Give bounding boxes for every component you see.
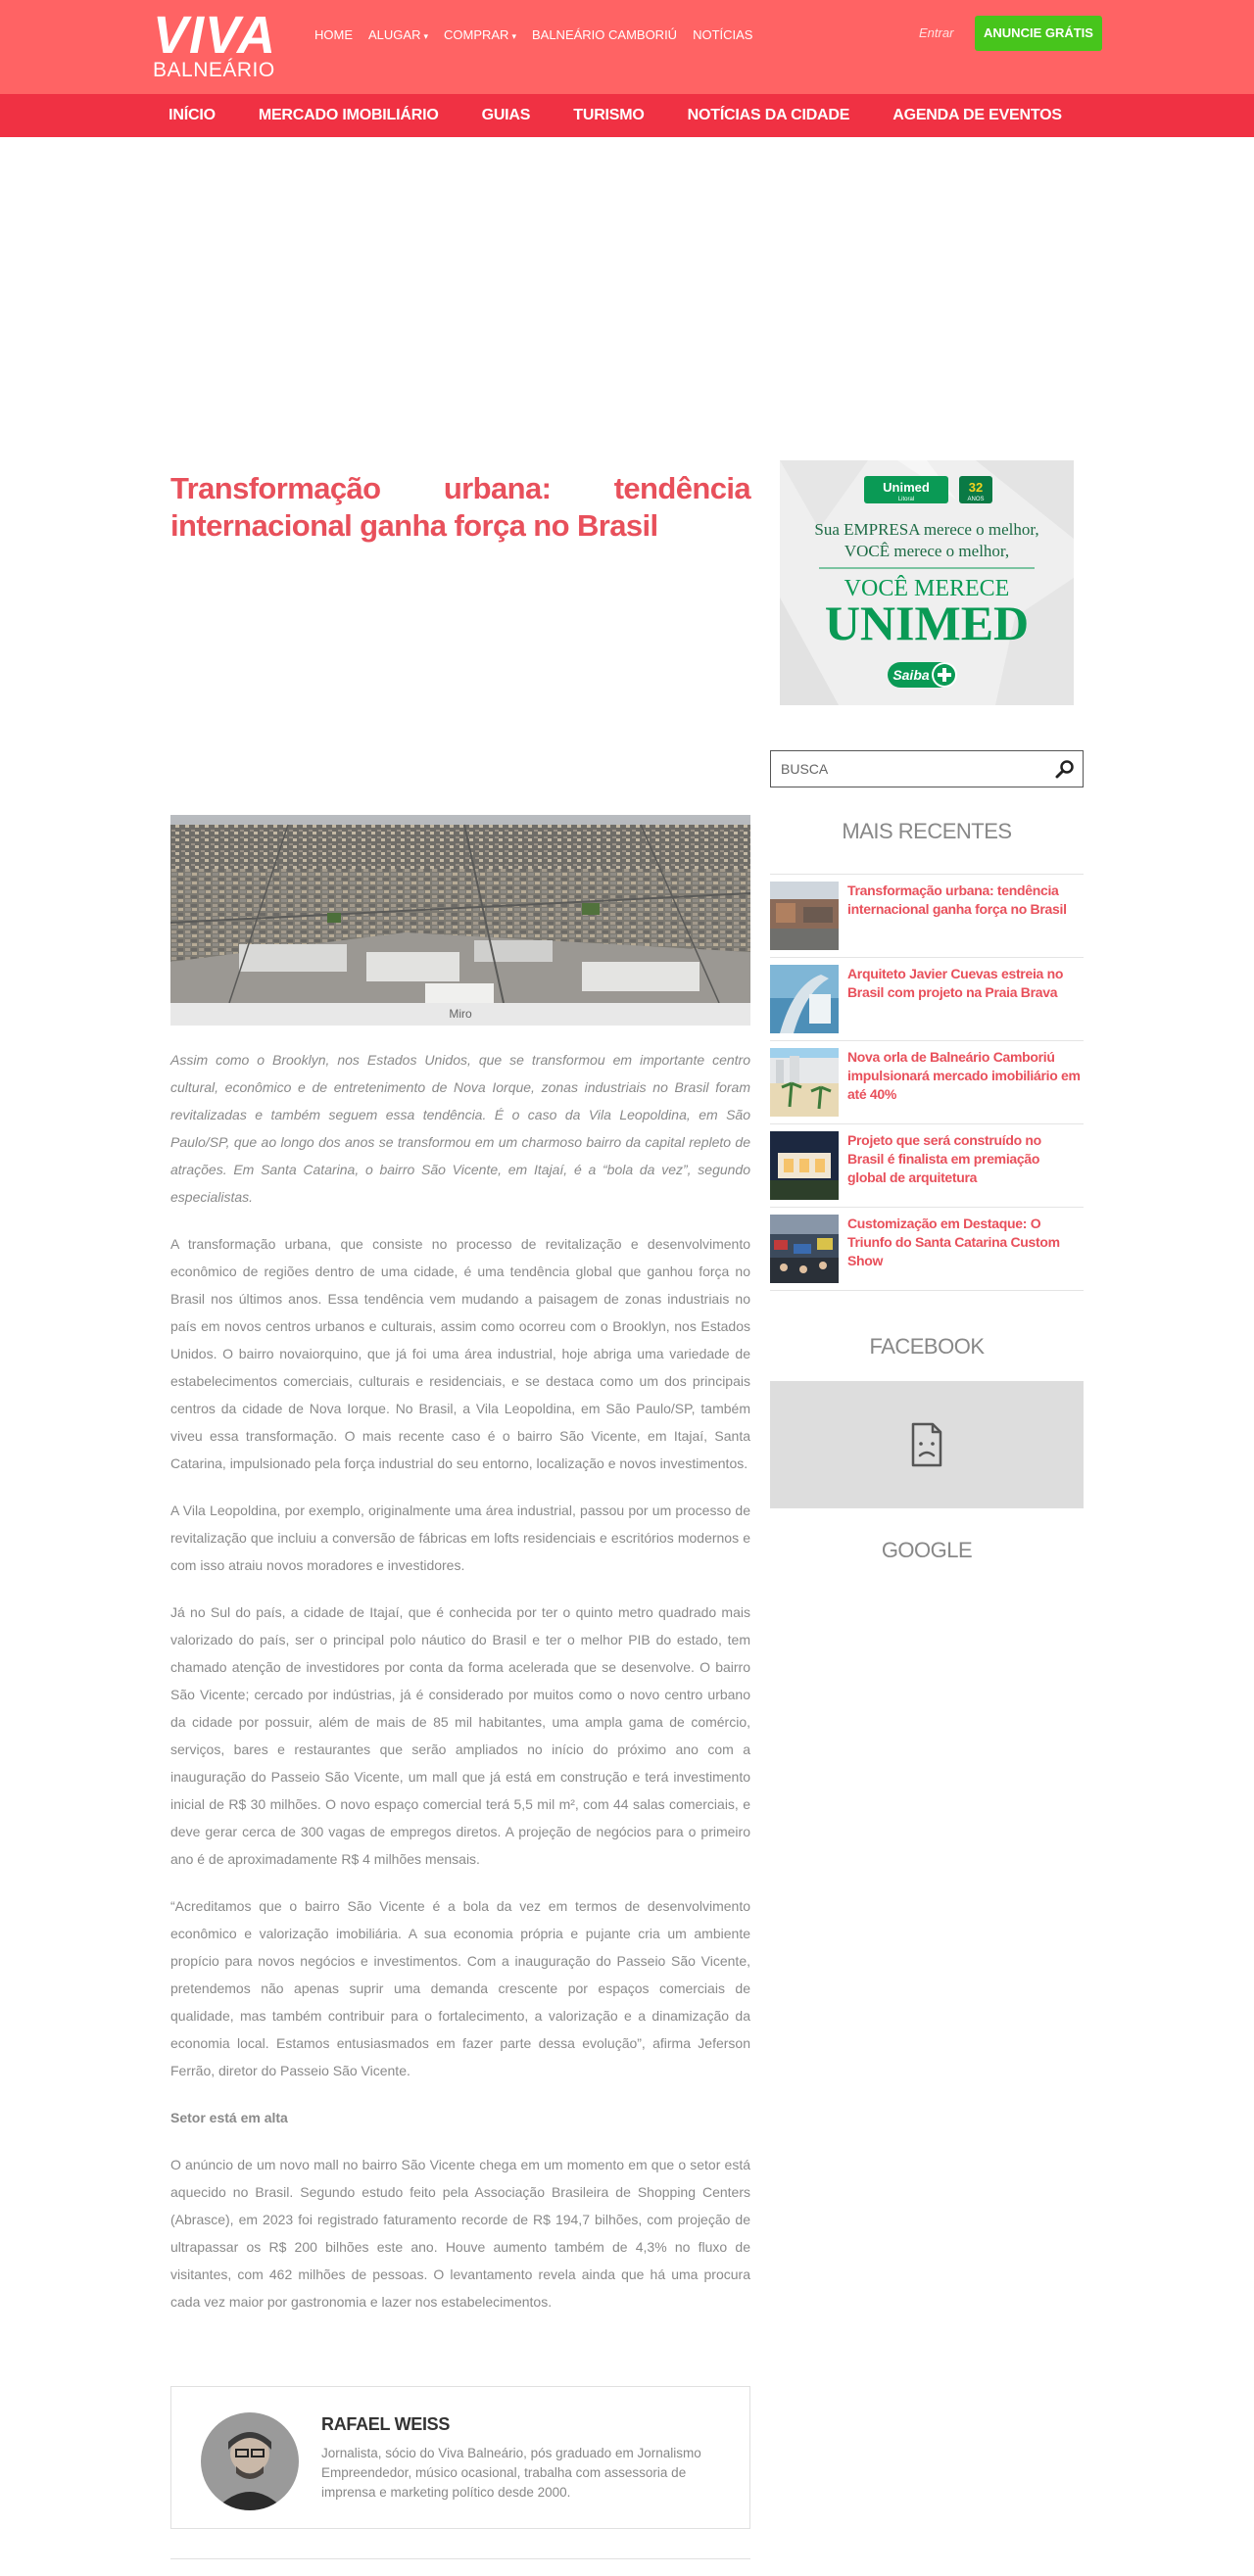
recent-thumbnail: [770, 1048, 839, 1117]
main-nav-inicio[interactable]: INÍCIO: [169, 107, 216, 123]
author-avatar[interactable]: [201, 2412, 299, 2510]
top-nav-balneario[interactable]: [532, 27, 677, 44]
ad-badge-sub: ANOS: [967, 497, 985, 502]
top-nav-label: BALNEÁRIO CAMBORIÚ: [531, 27, 678, 42]
article-paragraph: O anúncio de um novo mall no bairro São Vicente chega em um momento em que o setor está aquecido no Brasil. Segundo estudo feito pela Associação Brasileira de Shopping Centers (Abrasce), em 2023 foi registrado faturamento recorde de R$ 194,7 bilhões, com projeção de ultrapassar os R$ 200 bilhões este ano. Houve aumento também de 4,3% no fluxo de visitantes, com 462 milhões de pessoas. O levantamento revela ainda que há uma procura cada vez maior por gastronomia e lazer nos estabelecimentos.: [170, 2157, 750, 2310]
top-nav-label: ALUGAR: [368, 27, 421, 42]
ad-brand: Unimed: [883, 480, 930, 495]
article-paragraph: A Vila Leopoldina, por exemplo, originalmente uma área industrial, passou por um processo de revitalização que incluiu a conversão de fábricas em lofts residenciais e escritórios modernos e com isso atraiu novos moradores e investidores.: [170, 1503, 750, 1573]
unimed-ad-banner[interactable]: [780, 460, 1074, 705]
recent-title[interactable]: Customização em Destaque: O Triunfo do Santa Catarina Custom Show: [847, 1216, 1060, 1268]
recent-item[interactable]: [770, 1124, 1084, 1208]
recent-title[interactable]: Transformação urbana: tendência internacional ganha força no Brasil: [847, 883, 1067, 917]
top-nav-comprar[interactable]: [444, 27, 516, 44]
top-nav-label: NOTÍCIAS: [693, 27, 753, 42]
ad-line-4: UNIMED: [824, 596, 1030, 650]
main-nav-noticias-cidade[interactable]: NOTÍCIAS DA CIDADE: [687, 107, 850, 123]
author-name[interactable]: RAFAEL WEISS: [321, 2414, 451, 2434]
ad-line-2: VOCÊ merece o melhor,: [844, 542, 1010, 560]
top-header: [0, 0, 1254, 94]
article-subheading: Setor está em alta: [170, 2110, 288, 2125]
facebook-heading: FACEBOOK: [869, 1334, 985, 1359]
main-nav-turismo[interactable]: TURISMO: [573, 107, 645, 123]
top-nav-label: COMPRAR: [444, 27, 509, 42]
ad-badge-number: 32: [968, 480, 984, 495]
article-image: [170, 815, 750, 1003]
recent-thumbnail: [770, 1215, 839, 1283]
article-title: Transformação urbana: tendência internacional ganha força no Brasil: [170, 471, 750, 543]
caret-down-icon: ▾: [423, 31, 428, 41]
divider: [170, 2558, 750, 2559]
recent-title[interactable]: Nova orla de Balneário Camboriú impulsionará mercado imobiliário em até 40%: [847, 1049, 1081, 1102]
top-nav-noticias[interactable]: [693, 27, 752, 44]
login-link[interactable]: Entrar: [919, 25, 954, 40]
recent-list: [770, 874, 1084, 1291]
recent-item[interactable]: [770, 875, 1084, 958]
author-bio: Jornalista, sócio do Viva Balneário, pós graduado em Jornalismo Empreendedor, músico ocasional, trabalha com assessoria de imprensa e marketing político desde 2000.: [321, 2446, 701, 2500]
main-nav-mercado-imobiliario[interactable]: MERCADO IMOBILIÁRIO: [258, 107, 439, 123]
article-paragraph: “Acreditamos que o bairro São Vicente é a bola da vez em termos de desenvolvimento econômico e valorização imobiliária. A sua economia própria e pujante cria um ambiente propício para novos negócios e investimentos. Com a inauguração do Passeio São Vicente, pretendemos não apenas suprir uma demanda crescente por espaços comerciais de qualidade, mas também contribuir para o fortalecimento, a valorização e a dinamização da economia local. Estamos entusiasmados em fazer parte dessa evolução”, afirma Jeferson Ferrão, diretor do Passeio São Vicente.: [170, 1898, 750, 2078]
ad-saiba-button[interactable]: Saiba: [892, 667, 930, 683]
recent-title[interactable]: Projeto que será construído no Brasil é finalista em premiação global de arquitetura: [847, 1132, 1041, 1185]
broken-page-icon: [907, 1420, 946, 1469]
article-lead: Assim como o Brooklyn, nos Estados Unidos, que se transformou em importante centro cultural, econômico e de entretenimento de Nova Iorque, zonas industriais no Brasil foram revitalizadas e também seguem essa tendência. É o caso da Vila Leopoldina, em São Paulo/SP, que ao longo dos anos se transformou em um charmoso bairro da capital repleto de atrações. Em Santa Catarina, o bairro São Vicente, em Itajaí, é a “bola da vez”, segundo especialistas.: [170, 1052, 750, 1205]
author-box: [170, 2386, 750, 2529]
main-nav-guias[interactable]: GUIAS: [481, 107, 531, 123]
search-icon[interactable]: [1055, 759, 1075, 779]
recent-item[interactable]: [770, 1208, 1084, 1291]
google-heading: GOOGLE: [881, 1538, 973, 1562]
logo-main-text: VIVA: [153, 6, 277, 65]
article-body: [170, 1046, 750, 2335]
facebook-widget[interactable]: [770, 1381, 1084, 1508]
recent-thumbnail: [770, 965, 839, 1033]
ad-brand-sub: Litoral: [897, 497, 915, 502]
article-figure: [170, 815, 750, 1026]
caret-down-icon: ▾: [511, 31, 516, 41]
main-nav-agenda-eventos[interactable]: AGENDA DE EVENTOS: [892, 107, 1062, 123]
recent-item[interactable]: [770, 1041, 1084, 1124]
recent-title[interactable]: Arquiteto Javier Cuevas estreia no Brasil com projeto na Praia Brava: [847, 966, 1064, 1000]
main-nav: [0, 94, 1254, 137]
image-caption: Miro: [170, 1003, 750, 1026]
recent-heading: MAIS RECENTES: [842, 819, 1012, 843]
search-input[interactable]: [771, 751, 1045, 787]
ad-line-3: VOCÊ MERECE: [844, 576, 1010, 601]
top-nav-alugar[interactable]: [368, 27, 428, 44]
article-paragraph: A transformação urbana, que consiste no processo de revitalização e desenvolvimento econômico de regiões dentro de uma cidade, é uma tendência global que ganhou força no Brasil nos últimos anos. Essa tendência vem mudando a paisagem de zonas industriais no país em novos centros urbanos e culturais, assim como ocorreu com o Brooklyn, nos Estados Unidos. O bairro novaiorquino, que já foi uma área industrial, hoje abriga uma variedade de estabelecimentos comerciais, culturais e residenciais, e se destaca como um dos principais centros da cidade de Nova Iorque. No Brasil, a Vila Leopoldina, em São Paulo/SP, também viveu essa transformação. O mais recente caso é o bairro São Vicente, em Itajaí, Santa Catarina, impulsionado pela força industrial do seu entorno, localização e novos investimentos.: [170, 1236, 750, 1471]
article-paragraph: Já no Sul do país, a cidade de Itajaí, que é conhecida por ter o quinto metro quadrado mais valorizado do país, ser o principal polo náutico do Brasil e ter o melhor PIB do estado, tem chamado atenção de investidores por conta da forma acelerada que se desenvolve. O bairro São Vicente; cercado por indústrias, já é considerado por muitos como o novo centro urbano da cidade por possuir, além de mais de 85 mil habitantes, uma ampla gama de comércio, serviços, bares e restaurantes que serão ampliados no início do próximo ano com a inauguração do Passeio São Vicente, um mall que já está em construção e terá investimento inicial de R$ 30 milhões. O novo espaço comercial terá 5,5 mil m², com 44 salas comerciais, e deve gerar cerca de 300 vagas de empregos diretos. A projeção de negócios para o primeiro ano é de aproximadamente R$ 4 milhões mensais.: [170, 1604, 750, 1867]
recent-thumbnail: [770, 1131, 839, 1200]
top-nav: [314, 27, 752, 44]
recent-item[interactable]: [770, 958, 1084, 1041]
site-logo[interactable]: [153, 6, 277, 82]
top-nav-home[interactable]: [314, 27, 353, 44]
recent-thumbnail: [770, 882, 839, 950]
search-box: [770, 750, 1084, 787]
ad-line-1: Sua EMPRESA merece o melhor,: [814, 520, 1039, 539]
logo-sub-text: BALNEÁRIO: [153, 59, 275, 81]
anuncie-gratis-button[interactable]: ANUNCIE GRÁTIS: [975, 16, 1102, 51]
top-nav-label: HOME: [314, 27, 353, 42]
